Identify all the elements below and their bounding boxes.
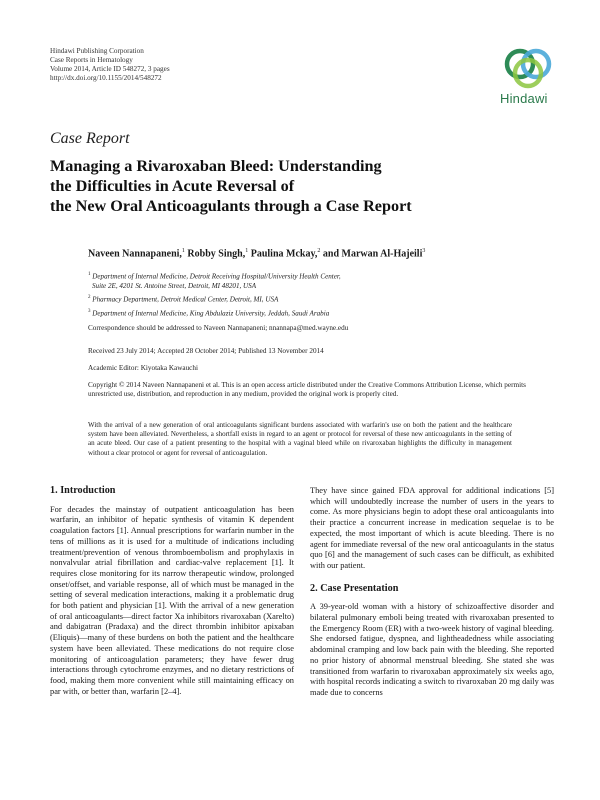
author-name: Robby Singh, xyxy=(187,248,246,260)
publication-dates: Received 23 July 2014; Accepted 28 October 2014; Published 13 November 2014 xyxy=(88,347,324,355)
case-paragraph: A 39-year-old woman with a history of schizoaffective disorder and bilateral pulmonary emboli being treated with rivaroxaban presented to the Emergency Room (ER) with a two-week history of vaginal bleeding. She endorsed fatigue, dyspnea, and lightheadedness while associating abdominal cramping and low back pain with the bleeding. She reported no prior history of abnormal menstrual bleeding. She stated she was transitioned from warfarin to rivaroxaban approximately six weeks ago, with hospital records indicating a switch to rivaroxaban 20 mg daily was made due to concerns xyxy=(310,602,554,697)
affiliation-line: Department of Internal Medicine, Detroit Receiving Hospital/University Health Center, xyxy=(92,272,341,281)
introduction-continuation: They have since gained FDA approval for additional indications [5] which will undoubtedly increase the number of users in the years to come. As more physicians begin to adopt these oral anticoagulants into their practice a concurrent increase in medication sequelae is to be expected, the most important of which is acute bleeding. There is no agent for immediate reversal of the new oral anticoagulants in the status quo [6] and the management of such cases can be difficult, as exhibited with our patient. xyxy=(310,486,554,570)
doi-link[interactable]: http://dx.doi.org/10.1155/2014/548272 xyxy=(50,74,162,82)
introduction-paragraph: For decades the mainstay of outpatient anticoagulation has been warfarin, an inhibitor of hepatic synthesis of vitamin K dependent coagulation factors [1]. Annual prescriptions for warfarin number in the tens of millions as it is used for a multitude of indications including treatment/prevention of venous thromboembolism and prophylaxis in nonvalvular atrial fibrillation and cardiac-valve replacement [1]. It requires close monitoring for its narrow therapeutic window, prolonged onset/offset, and variable response, all of which must be managed in the setting of several medication interactions, making it a problematic drug for both patient and physician [1]. With the arrival of a new generation of oral anticoagulants—direct factor Xa inhibitors rivaroxaban (Xarelto) and dabigatran (Pradaxa) and the direct thrombin inhibitor apixaban (Eliquis)—many of these burdens on both the patient and the healthcare system have been alleviated. These medications do not require close monitoring of anticoagulation parameters; they have fewer drug interactions through cytochrome enzymes, and no dietary restrictions of food, making them more convenient while still maintaining efficacy on par with, or better than, warfarin [2–4]. xyxy=(50,504,294,696)
publication-info xyxy=(50,47,350,83)
publisher-name: Hindawi Publishing Corporation xyxy=(50,47,144,55)
affiliation-line: Pharmacy Department, Detroit Medical Center, Detroit, MI, USA xyxy=(92,295,279,304)
affiliation-line: Suite 2E, 4201 St. Antoine Street, Detroit, MI 48201, USA xyxy=(92,281,257,290)
affiliation-item xyxy=(88,293,528,305)
correspondence-note: Correspondence should be addressed to Naveen Nannapaneni; nnannapa@med.wayne.edu xyxy=(88,324,349,332)
affiliation-mark: 1 xyxy=(88,272,91,277)
author-name: and Marwan Al-Hajeili xyxy=(322,248,423,260)
affiliation-item xyxy=(88,307,528,319)
copyright-notice: Copyright © 2014 Naveen Nannapaneni et al. This is an open access article distributed under the Creative Commons Attribution License, which permits unrestricted use, distribution, and reproduction in any medium, provided the original work is properly cited. xyxy=(88,381,526,399)
article-type: Case Report xyxy=(50,130,130,147)
affiliation-mark: 2 xyxy=(88,295,91,301)
author-affiliation-mark: 1 xyxy=(181,248,185,254)
author-name: Naveen Nannapaneni, xyxy=(88,248,182,260)
abstract: With the arrival of a new generation of oral anticoagulants significant burdens associated with warfarin's use on both the patient and the healthcare system have been alleviated. Nevertheless, a shortfall exists in regard to an agent or protocol for reversal of these new anticoagulants in the setting of an acute bleed. Our case of a patient presenting to the hospital with a vaginal bleed while on rivaroxaban highlights the difficulty in management without a clear protocol or agent for reversal of anticoagulation. xyxy=(88,421,512,457)
article-title xyxy=(50,156,520,216)
title-line: the Difficulties in Acute Reversal of xyxy=(50,177,295,195)
left-column xyxy=(50,486,294,697)
title-line: the New Oral Anticoagulants through a Case Report xyxy=(50,197,412,215)
author-name: Paulina Mckay, xyxy=(250,248,318,260)
author-list xyxy=(88,248,425,259)
logo-wordmark: Hindawi xyxy=(500,91,548,106)
affiliation-item xyxy=(88,270,528,291)
affiliation-line: Department of Internal Medicine, King Abdulaziz University, Jeddah, Saudi Arabia xyxy=(92,309,330,318)
volume-info: Volume 2014, Article ID 548272, 3 pages xyxy=(50,65,170,73)
author-affiliation-mark: 2 xyxy=(317,248,321,254)
affiliation-list xyxy=(88,270,528,321)
journal-name: Case Reports in Hematology xyxy=(50,56,133,64)
affiliation-mark: 3 xyxy=(88,309,91,315)
author-affiliation-mark: 1 xyxy=(245,248,249,254)
right-column xyxy=(310,486,554,699)
author-affiliation-mark: 3 xyxy=(422,248,426,254)
section-heading-introduction: 1. Introduction xyxy=(50,485,116,496)
academic-editor: Academic Editor: Kiyotaka Kawauchi xyxy=(88,364,198,372)
title-line: Managing a Rivaroxaban Bleed: Understanding xyxy=(50,157,382,175)
section-heading-case-presentation: 2. Case Presentation xyxy=(310,582,399,594)
